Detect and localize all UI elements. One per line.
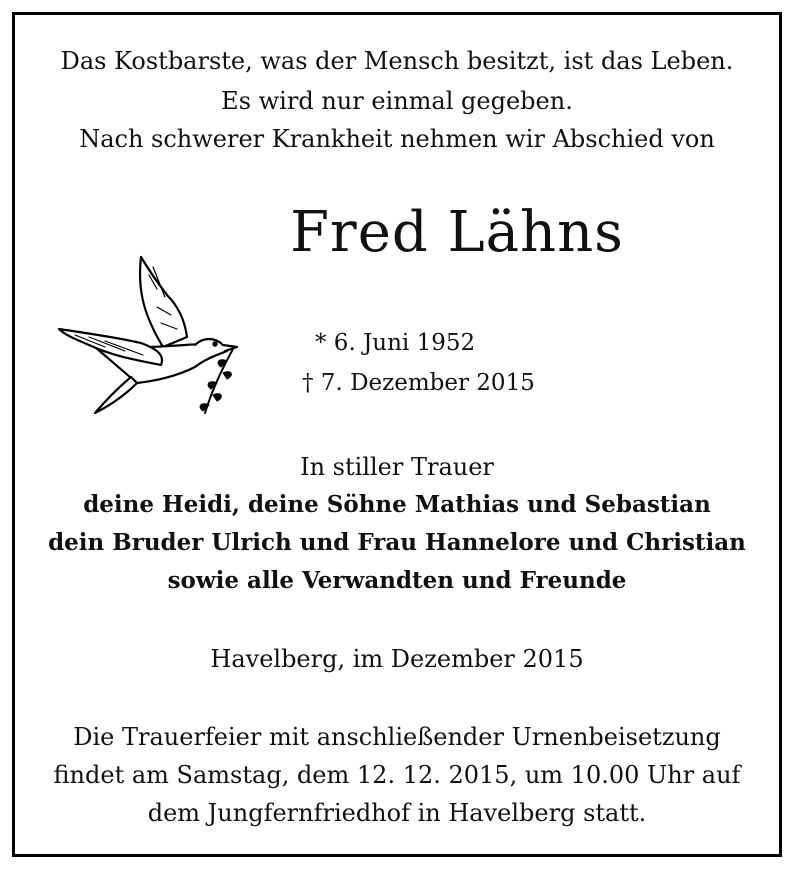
obituary-notice xyxy=(12,12,782,857)
intro-line-1: Das Kostbarste, was der Mensch besitzt, ist das Leben. xyxy=(60,47,734,75)
service-line-3: dem Jungfernfriedhof in Havelberg statt. xyxy=(147,799,647,827)
death-date: † 7. Dezember 2015 xyxy=(302,370,535,396)
mourners-line-3: sowie alle Verwandten und Freunde xyxy=(167,567,627,594)
deceased-name: Fred Lähns xyxy=(290,200,624,265)
dove-with-olive-branch-icon xyxy=(45,237,245,417)
service-line-2: findet am Samstag, dem 12. 12. 2015, um 10.00 Uhr auf xyxy=(53,761,741,789)
service-line-1: Die Trauerfeier mit anschließender Urnenbeisetzung xyxy=(73,723,721,751)
intro-line-3: Nach schwerer Krankheit nehmen wir Abschied von xyxy=(79,125,715,153)
place-and-date: Havelberg, im Dezember 2015 xyxy=(210,645,584,673)
mourners-line-1: deine Heidi, deine Söhne Mathias und Sebastian xyxy=(83,491,711,518)
mourners-line-2: dein Bruder Ulrich und Frau Hannelore und Christian xyxy=(48,529,746,556)
intro-line-2: Es wird nur einmal gegeben. xyxy=(221,87,573,115)
mourners-intro: In stiller Trauer xyxy=(300,453,494,481)
birth-date: * 6. Juni 1952 xyxy=(315,330,476,356)
